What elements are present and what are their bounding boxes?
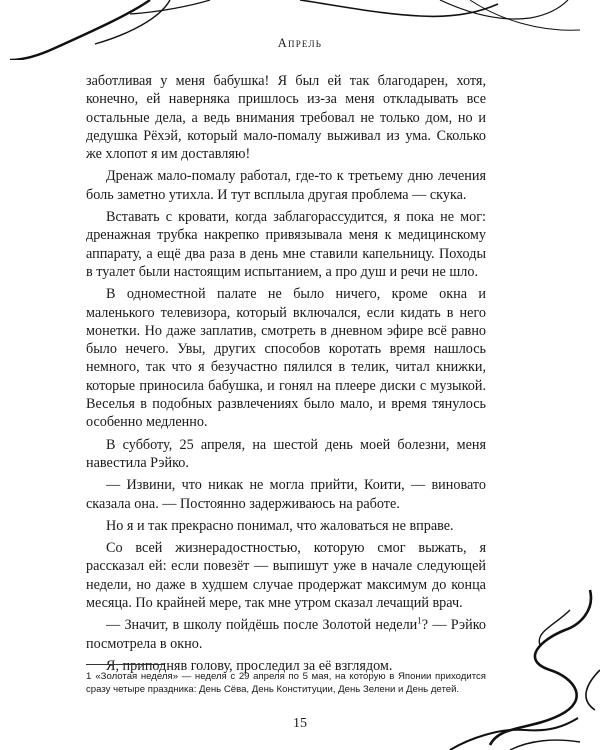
footnote-divider — [86, 664, 164, 665]
paragraph: — Извини, что никак не могла прийти, Коити, — виновато сказала она. — Постоянно задерживаюсь на работе. — [86, 477, 486, 512]
paragraph-with-footnote — [86, 616, 486, 653]
footnote-marker: 1 — [86, 671, 92, 682]
footnote — [86, 670, 486, 696]
paragraph: Дренаж мало-помалу работал, где-то к третьему дню лечения боль заметно утихла. И тут всплыла другая проблема — скука. — [86, 168, 486, 203]
top-flourish-decoration — [0, 0, 600, 60]
running-head: Апрель — [277, 36, 323, 50]
paragraph: Я, приподняв голову, проследил за её взглядом. — [106, 657, 393, 674]
paragraph: Вставать с кровати, когда заблагорассудится, я пока не мог: дренажная трубка накрепко привязывала меня к медицинскому аппарату, а ещё два раза в день мне ставили капельницу. Походы в туалет были настоящим испытанием, а про душ и речи не шло. — [86, 209, 486, 280]
paragraph: Со всей жизнерадостностью, которую смог выжать, я рассказал ей: если повезёт — выпишут уже в начале следующей недели, но даже в худшем случае продержат максимум до конца месяца. По крайней мере, так мне утром сказал лечащий врач. — [86, 540, 486, 612]
paragraph: заботливая у меня бабушка! Я был ей так благодарен, хотя, конечно, ей наверняка пришлось из-за меня откладывать все остальные дела, а ведь внимания требовал не только дом, но и дедушка Рёхэй, который мало-помалу выживал из ума. Сколько же хлопот я им доставляю! — [86, 73, 486, 163]
page-number: 15 — [293, 716, 307, 731]
footnote-text: «Золотая неделя» — неделя с 29 апреля по 5 мая, на которую в Японии приходится сразу четыре праздника: День Сёва, День Конституции, День Зелени и День детей. — [86, 671, 486, 695]
paragraph: В субботу, 25 апреля, на шестой день моей болезни, меня навестила Рэйко. — [86, 436, 486, 471]
paragraph-text: ? — Рэйко посмотрела в окно. — [86, 617, 486, 652]
main-text — [86, 72, 486, 675]
paragraph-text: — Значит, в школу пойдёшь после Золотой недели — [106, 617, 418, 634]
paragraph: В одноместной палате не было ничего, кроме окна и маленького телевизора, который включался, если кидать в него монетки. Но даже заплатив, смотреть в дневном эфире всё равно было нечего. Увы, других способов коротать время нашлось немного, так что я безучастно пялился в телик, читал книжки, которые приносила бабушка, и гонял на плеере диски с музыкой. Веселья в подобных развлечениях было мало, и время тянулось особенно медленно. — [86, 286, 486, 431]
footnote-reference: 1 — [417, 615, 422, 626]
paragraph: Но я и так прекрасно понимал, что жаловаться не вправе. — [106, 517, 454, 534]
